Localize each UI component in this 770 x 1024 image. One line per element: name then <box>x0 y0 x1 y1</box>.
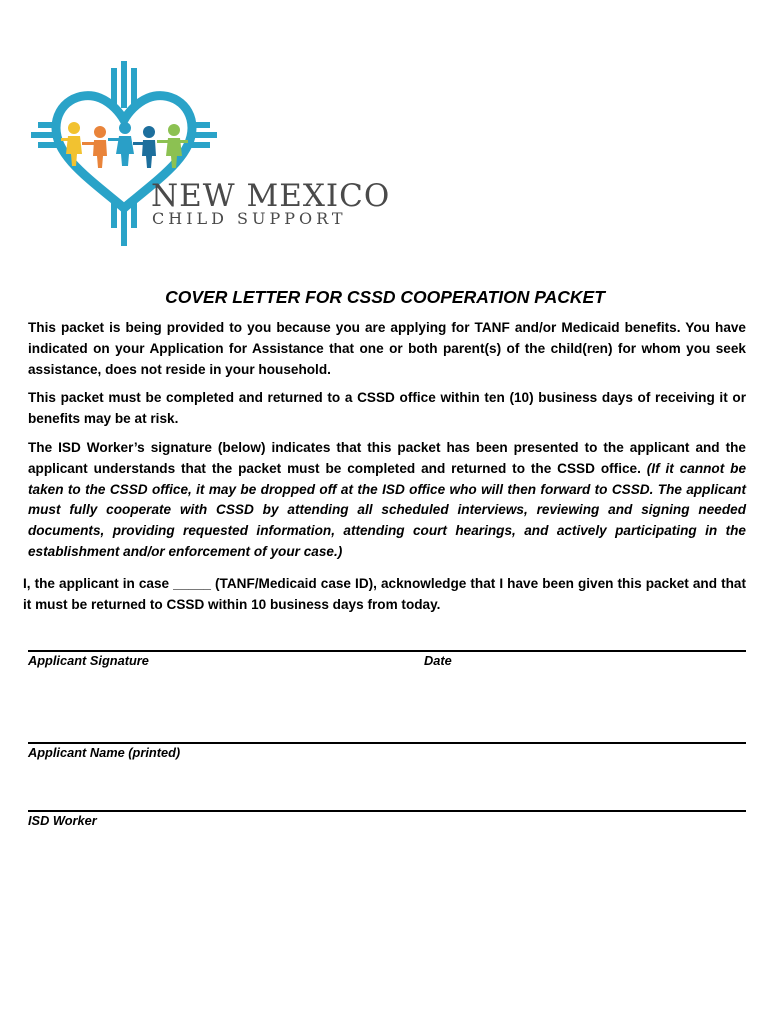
logo-text-child-support: CHILD SUPPORT <box>152 209 347 228</box>
paragraph-isd-worker-note: (If it cannot be taken to the CSSD office, it may be dropped off at the ISD office who will then forward to CSSD. The applicant must fully cooperate with CSSD by attending all scheduled interviews, reviewing and signing needed documents, providing requested information, attending court hearings, and actively participating in the establishment and/or enforcement of your case.) <box>28 460 747 559</box>
isd-worker-label: ISD Worker <box>28 813 97 828</box>
paragraph-isd-worker <box>28 438 746 563</box>
paragraph-intro: This packet is being provided to you because you are applying for TANF and/or Medicaid benefits. You have indicated on your Application for Assistance that one or both parent(s) of the child(ren) for whom you seek assistance, does not reside in your household. <box>28 320 746 377</box>
isd-worker-line[interactable] <box>28 810 746 812</box>
signature-line[interactable] <box>28 650 746 652</box>
paragraph-acknowledgement: I, the applicant in case _____ (TANF/Medicaid case ID), acknowledge that I have been given this packet and that it must be returned to CSSD within 10 business days from today. <box>23 576 746 612</box>
document-title: COVER LETTER FOR CSSD COOPERATION PACKET <box>165 287 605 307</box>
paragraph-deadline: This packet must be completed and returned to a CSSD office within ten (10) business days of receiving it or benefits may be at risk. <box>28 390 746 426</box>
applicant-name-label: Applicant Name (printed) <box>28 745 181 760</box>
applicant-name-line[interactable] <box>28 742 746 744</box>
applicant-signature-label: Applicant Signature <box>28 653 149 668</box>
logo-text-new-mexico: NEW MEXICO <box>151 178 391 214</box>
date-label: Date <box>424 653 452 668</box>
paragraph-isd-worker-text: The ISD Worker’s signature (below) indicates that this packet has been presented to the applicant and the applicant understands that the packet must be completed and returned to the CSSD office. <box>28 440 746 476</box>
